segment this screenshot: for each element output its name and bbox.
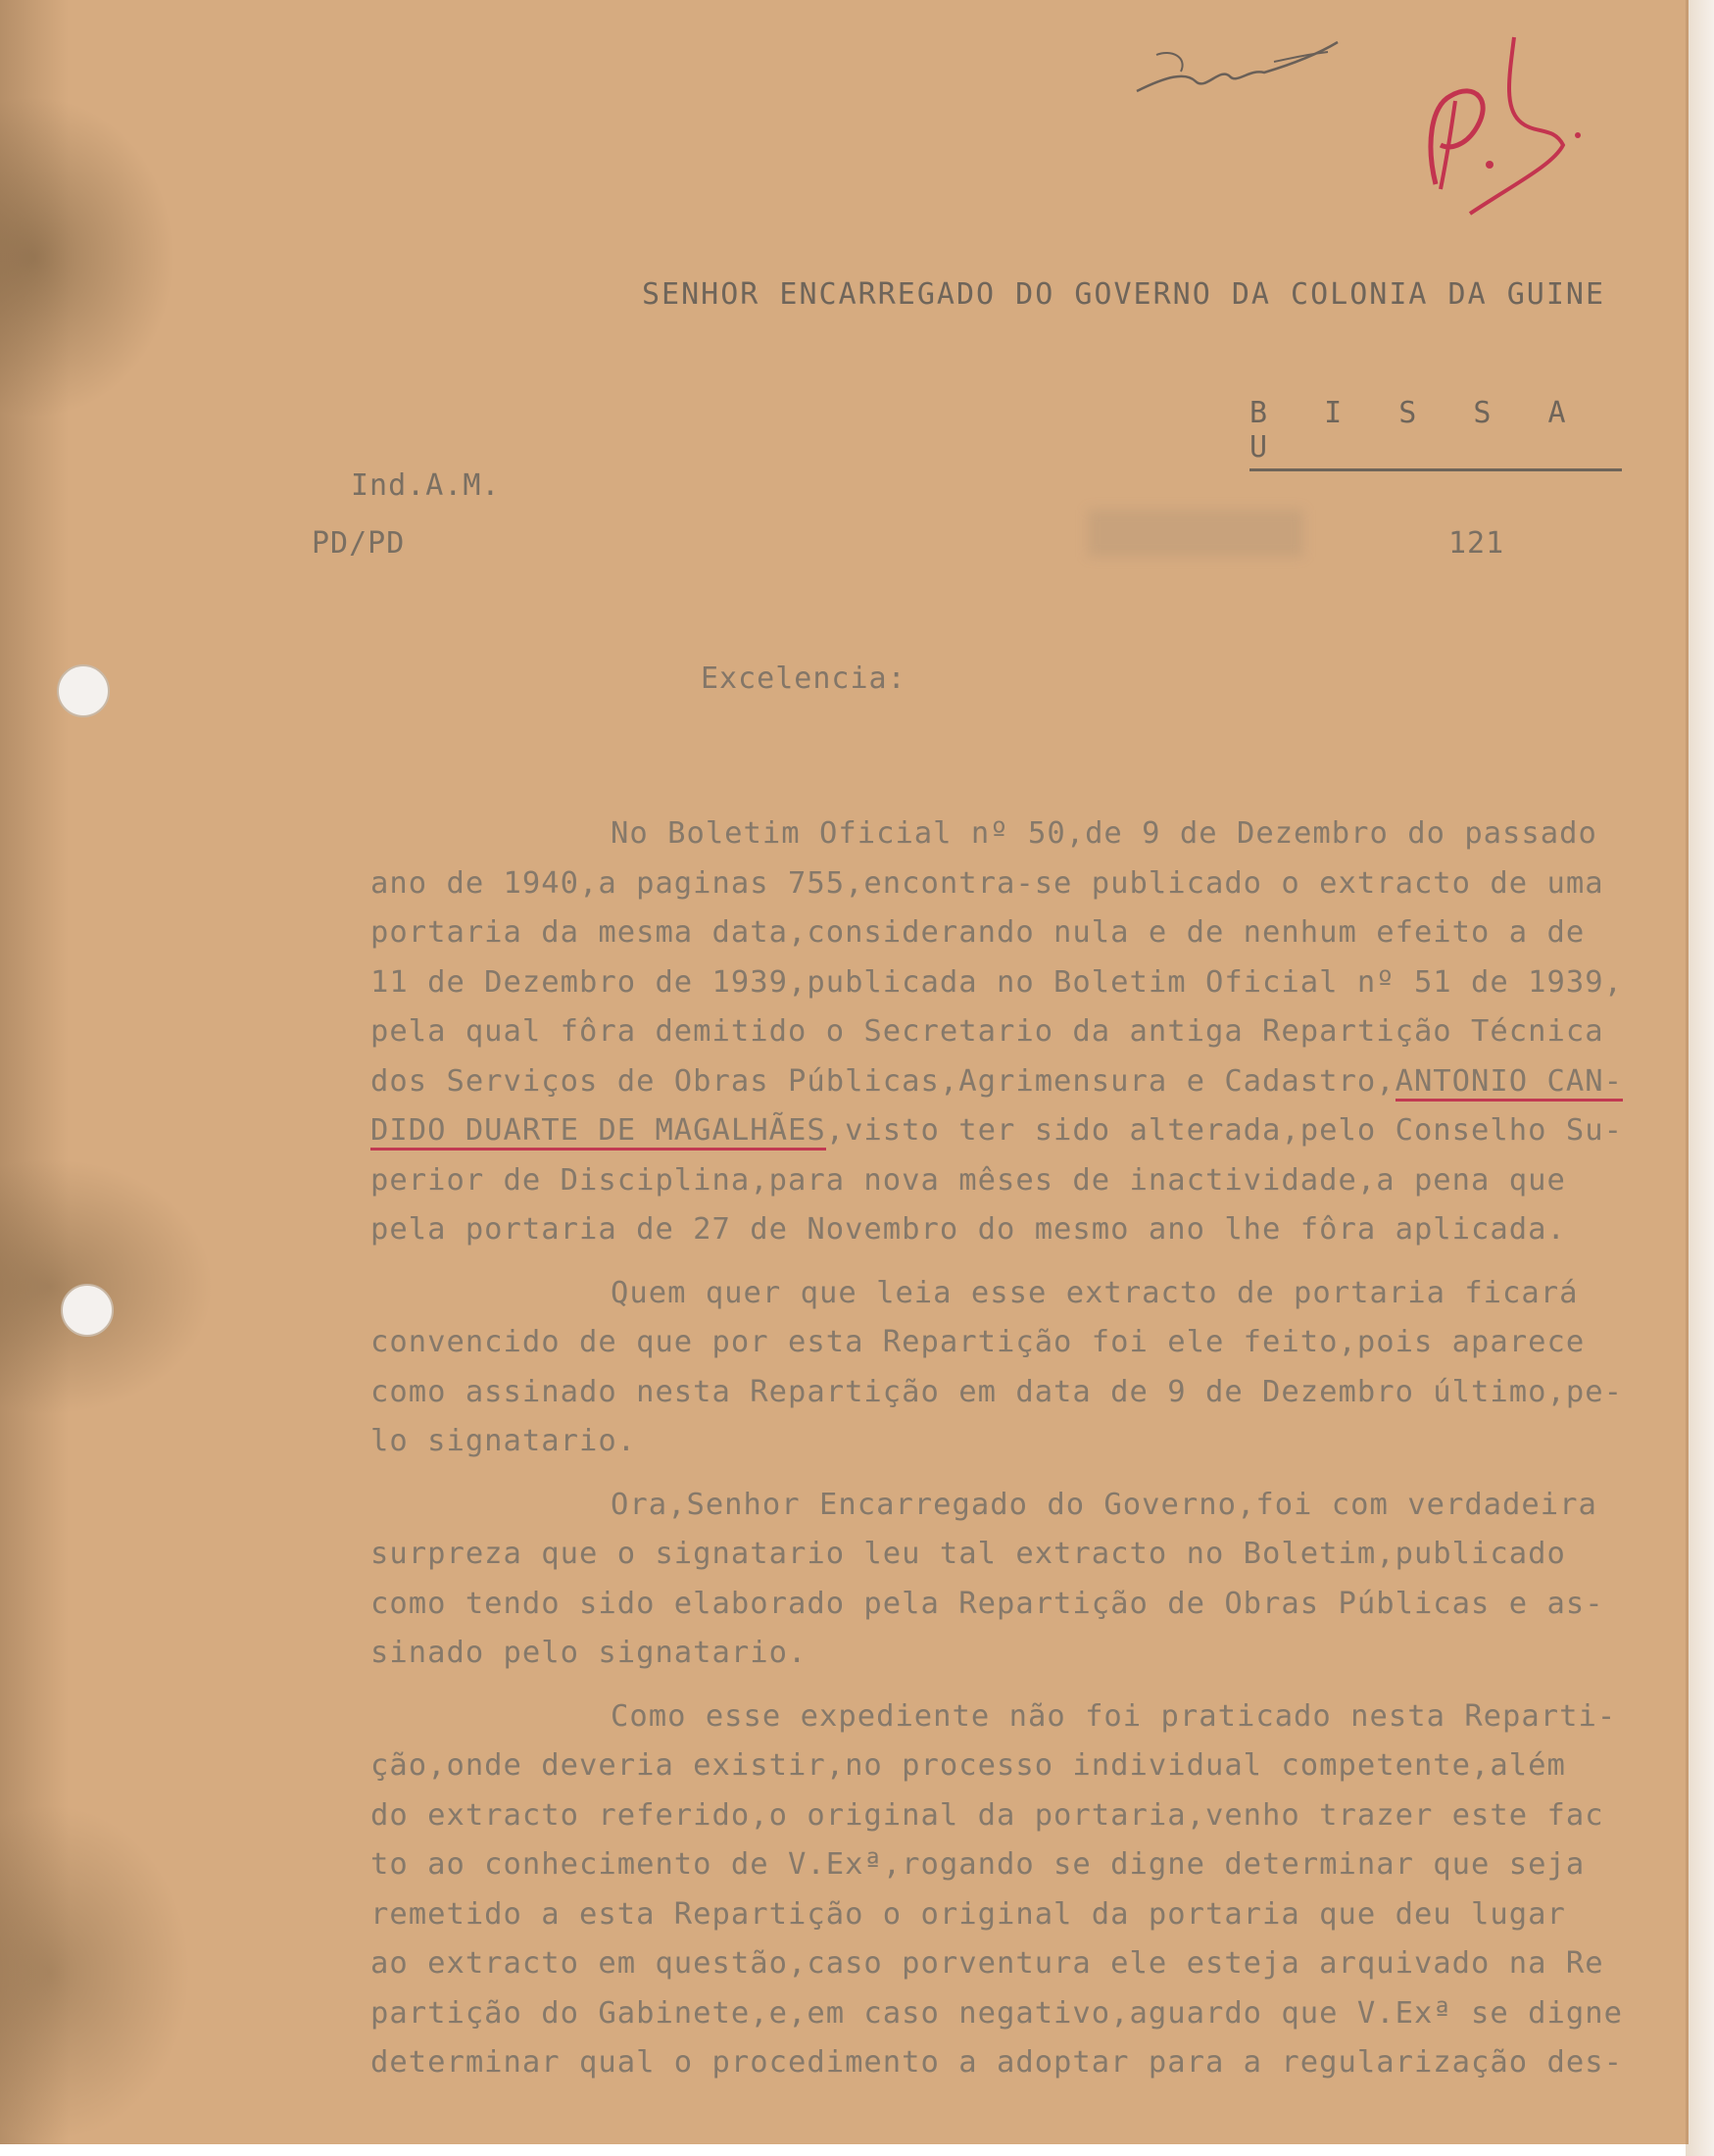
body-line: pela portaria de 27 de Novembro do mesmo ano lhe fôra aplicada. bbox=[370, 1212, 1566, 1247]
body-line: determinar qual o procedimento a adoptar para a regularização des- bbox=[370, 2045, 1623, 2080]
body-line: ao extracto em questão,caso porventura ele esteja arquivado na Re bbox=[370, 1946, 1604, 1981]
body-line: Quem quer que leia esse extracto de portaria ficará bbox=[611, 1275, 1579, 1310]
pencil-signature-drawing bbox=[1127, 37, 1352, 106]
underlined-name-part-1: ANTONIO CAN- bbox=[1396, 1064, 1623, 1102]
body-line: to ao conhecimento de V.Exª,rogando se digne determinar que seja bbox=[370, 1847, 1586, 1882]
red-initials-drawing bbox=[1396, 27, 1602, 223]
pencil-signature bbox=[1127, 37, 1352, 106]
body-line: lo signatario. bbox=[370, 1424, 637, 1458]
body-line: ano de 1940,a paginas 755,encontra-se publicado o extracto de uma bbox=[370, 865, 1604, 901]
body-line: sinado pelo signatario. bbox=[370, 1636, 808, 1670]
salutation: Excelencia: bbox=[701, 662, 906, 696]
faded-stamp bbox=[1088, 510, 1303, 557]
city-line: B I S S A U bbox=[1249, 396, 1622, 471]
red-initials bbox=[1396, 27, 1602, 223]
letter-body bbox=[370, 809, 1674, 2088]
body-line: surpreza que o signatario leu tal extracto no Boletim,publicado bbox=[370, 1537, 1566, 1571]
body-line: portaria da mesma data,considerando nula e de nenhum efeito a de bbox=[370, 915, 1586, 950]
body-line: Ora,Senhor Encarregado do Governo,foi com verdadeira bbox=[611, 1487, 1597, 1522]
document-number: 121 bbox=[1448, 526, 1505, 561]
body-line: como assinado nesta Repartição em data de 9 de Dezembro último,pe- bbox=[370, 1374, 1623, 1409]
body-line: perior de Disciplina,para nova mêses de inactividade,a pena que bbox=[370, 1162, 1566, 1198]
body-line: como tendo sido elaborado pela Repartição de Obras Públicas e as- bbox=[370, 1586, 1604, 1621]
body-line: Como esse expediente não foi praticado nesta Reparti- bbox=[611, 1698, 1617, 1734]
body-line: remetido a esta Repartição o original da portaria que deu lugar bbox=[370, 1896, 1566, 1932]
body-line: No Boletim Oficial nº 50,de 9 de Dezembro do passado bbox=[611, 816, 1597, 851]
body-line bbox=[370, 1057, 1674, 1107]
body-line bbox=[370, 1106, 1674, 1156]
reference-indicator: Ind.A.M. bbox=[351, 468, 501, 503]
body-line: do extracto referido,o original da portaria,venho trazer este fac bbox=[370, 1797, 1604, 1833]
body-line: partição do Gabinete,e,em caso negativo,aguardo que V.Exª se digne bbox=[370, 1995, 1623, 2031]
page-edge bbox=[1686, 0, 1714, 2156]
body-text-segment: ,visto ter sido alterada,pelo Conselho Su- bbox=[825, 1113, 1623, 1148]
body-line: pela qual fôra demitido o Secretario da antiga Repartição Técnica bbox=[370, 1014, 1604, 1049]
body-line: convencido de que por esta Repartição foi ele feito,pois aparece bbox=[370, 1325, 1586, 1359]
body-line: ção,onde deveria existir,no processo individual competente,além bbox=[370, 1748, 1566, 1783]
body-line: 11 de Dezembro de 1939,publicada no Boletim Oficial nº 51 de 1939, bbox=[370, 964, 1623, 1000]
addressee-line: SENHOR ENCARREGADO DO GOVERNO DA COLONIA DA GUINE bbox=[642, 277, 1606, 312]
body-text-segment: dos Serviços de Obras Públicas,Agrimensura e Cadastro, bbox=[370, 1063, 1396, 1099]
punch-hole-top bbox=[57, 664, 110, 717]
punch-hole-bottom bbox=[61, 1284, 114, 1337]
reference-initials: PD/PD bbox=[312, 526, 406, 561]
underlined-name-part-2: DIDO DUARTE DE MAGALHÃES bbox=[370, 1113, 826, 1151]
